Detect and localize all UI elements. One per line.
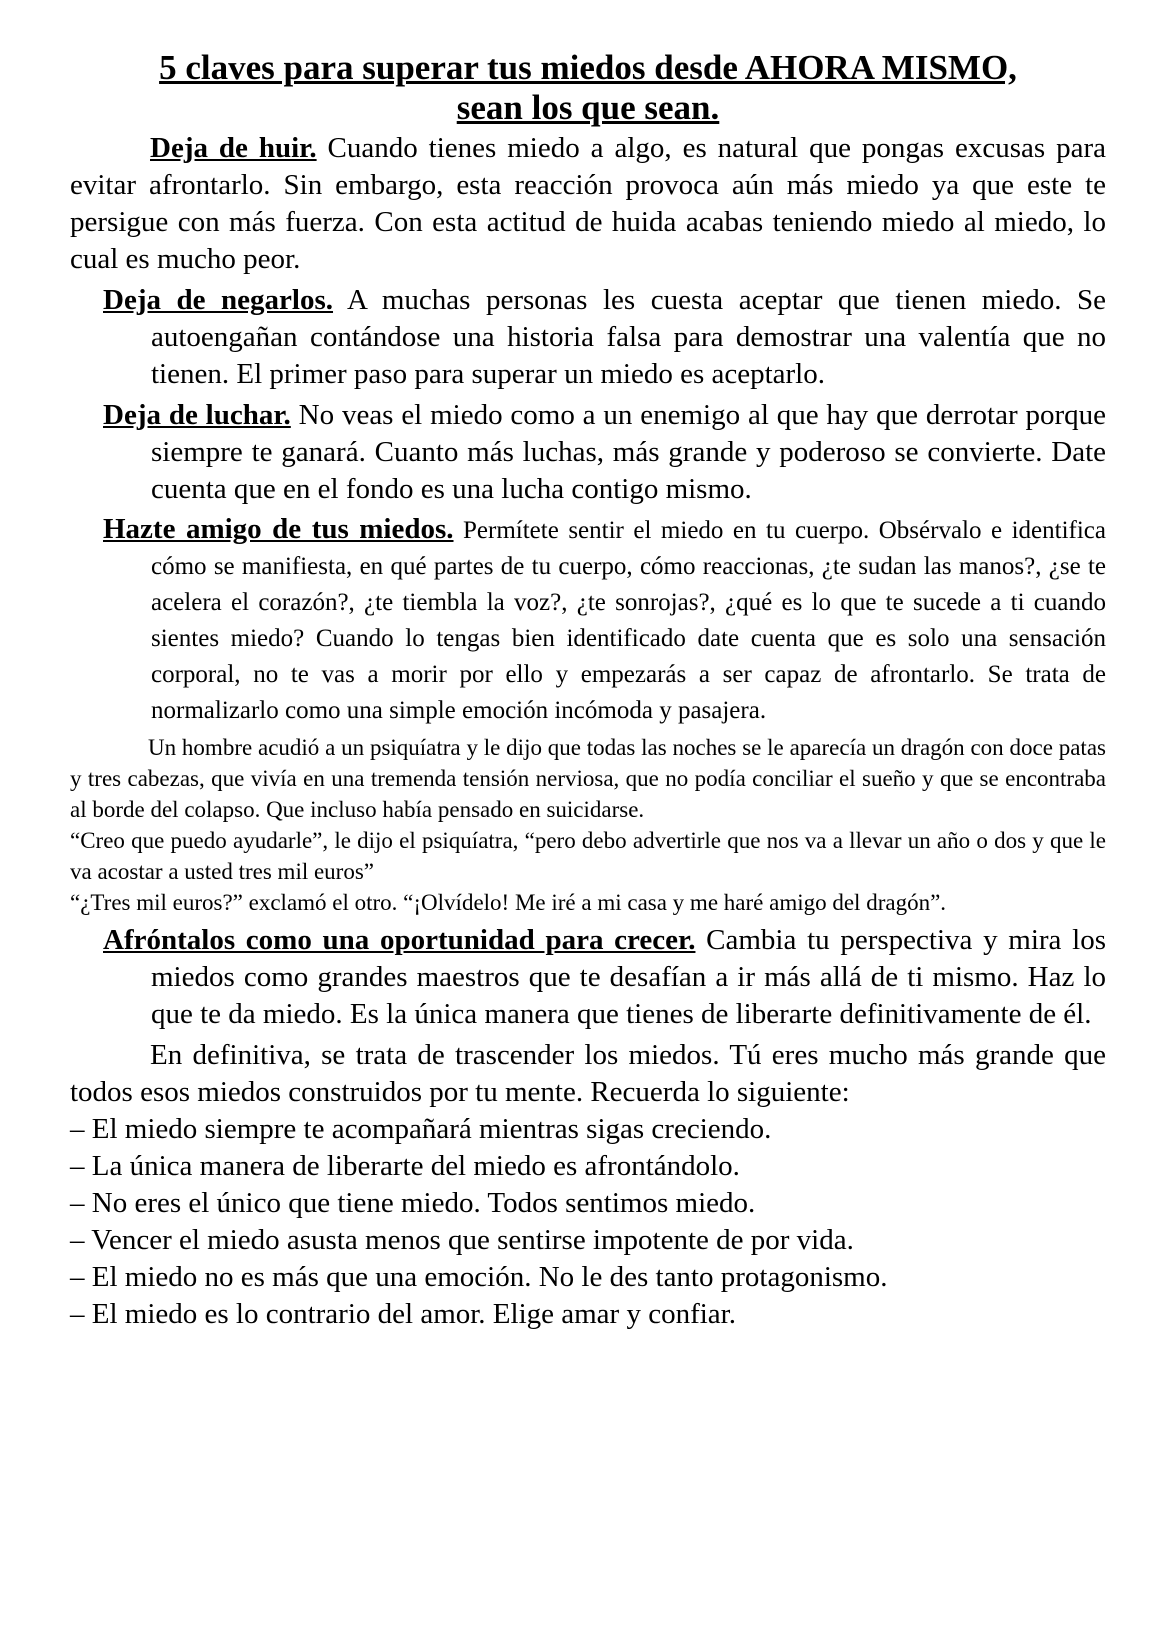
story-paragraph-3: “¿Tres mil euros?” exclamó el otro. “¡Olvídelo! Me iré a mi casa y me haré amigo del dragón”.: [70, 890, 947, 915]
key-text-5: Cambia tu perspectiva y mira los miedos como grandes maestros que te desafían a ir más allá de ti mismo. Haz lo que te da miedo. Es la única manera que tienes de liberarte definitivamente de él.: [151, 924, 1106, 1030]
list-item: – El miedo siempre te acompañará mientras sigas creciendo.: [70, 1113, 772, 1145]
key-paragraph-4: [70, 512, 1106, 728]
list-item: – No eres el único que tiene miedo. Todos sentimos miedo.: [70, 1187, 756, 1219]
key-heading-1: Deja de huir.: [150, 132, 317, 164]
title-line-2: sean los que sean.: [456, 88, 720, 127]
key-heading-3: Deja de luchar.: [103, 399, 291, 431]
story-block: [70, 732, 1106, 918]
reminder-list: [70, 1111, 1106, 1333]
list-item: – El miedo es lo contrario del amor. Elige amar y confiar.: [70, 1298, 736, 1330]
document-page: [70, 48, 1106, 1333]
key-heading-4: Hazte amigo de tus miedos.: [103, 513, 454, 545]
key-text-1: Cuando tienes miedo a algo, es natural que pongas excusas para evitar afrontarlo. Sin embargo, esta reacción provoca aún más miedo ya que este te persigue con más fuerza. Con esta actitud de huida acabas teniendo miedo al miedo, lo cual es mucho peor.: [70, 132, 1106, 275]
key-text-2: A muchas personas les cuesta aceptar que tienen miedo. Se autoengañan contándose una historia falsa para demostrar una valentía que no tienen. El primer paso para superar un miedo es aceptarlo.: [151, 284, 1107, 390]
list-item: – La única manera de liberarte del miedo es afrontándolo.: [70, 1150, 740, 1182]
conclusion-paragraph: En definitiva, se trata de trascender los miedos. Tú eres mucho más grande que todos esos miedos construidos por tu mente. Recuerda lo siguiente:: [70, 1039, 1106, 1108]
key-paragraph-3: [70, 397, 1106, 508]
title-line-1: 5 claves para superar tus miedos desde AHORA MISMO,: [159, 48, 1017, 87]
key-text-3: No veas el miedo como a un enemigo al que hay que derrotar porque siempre te ganará. Cuanto más luchas, más grande y poderoso se convierte. Date cuenta que en el fondo es una lucha contigo mismo.: [151, 399, 1106, 505]
key-heading-5: Afróntalos como una oportunidad para crecer.: [103, 924, 696, 956]
story-paragraph-1: Un hombre acudió a un psiquíatra y le dijo que todas las noches se le aparecía un dragón con doce patas y tres cabezas, que vivía en una tremenda tensión nerviosa, que no podía conciliar el sueño y que se encontraba al borde del colapso. Que incluso había pensado en suicidarse.: [70, 735, 1106, 822]
document-title: [70, 48, 1106, 128]
list-item: – El miedo no es más que una emoción. No le des tanto protagonismo.: [70, 1261, 888, 1293]
story-paragraph-2: “Creo que puedo ayudarle”, le dijo el psiquíatra, “pero debo advertirle que nos va a llevar un año o dos y que le va acostar a usted tres mil euros”: [70, 828, 1106, 884]
list-item: – Vencer el miedo asusta menos que sentirse impotente de por vida.: [70, 1224, 854, 1256]
key-heading-2: Deja de negarlos.: [103, 284, 334, 316]
key-paragraph-1: [70, 130, 1106, 278]
key-paragraph-5: [70, 922, 1106, 1033]
key-text-4: Permítete sentir el miedo en tu cuerpo. Obsérvalo e identifica cómo se manifiesta, en qué partes de tu cuerpo, cómo reaccionas, ¿te sudan las manos?, ¿se te acelera el corazón?, ¿te tiembla la voz?, ¿te sonrojas?, ¿qué es lo que te sucede a ti cuando sientes miedo? Cuando lo tengas bien identificado date cuenta que es solo una sensación corporal, no te vas a morir por ello y empezarás a ser capaz de afrontarlo. Se trata de normalizarlo como una simple emoción incómoda y pasajera.: [151, 517, 1106, 724]
key-paragraph-2: [70, 282, 1106, 393]
